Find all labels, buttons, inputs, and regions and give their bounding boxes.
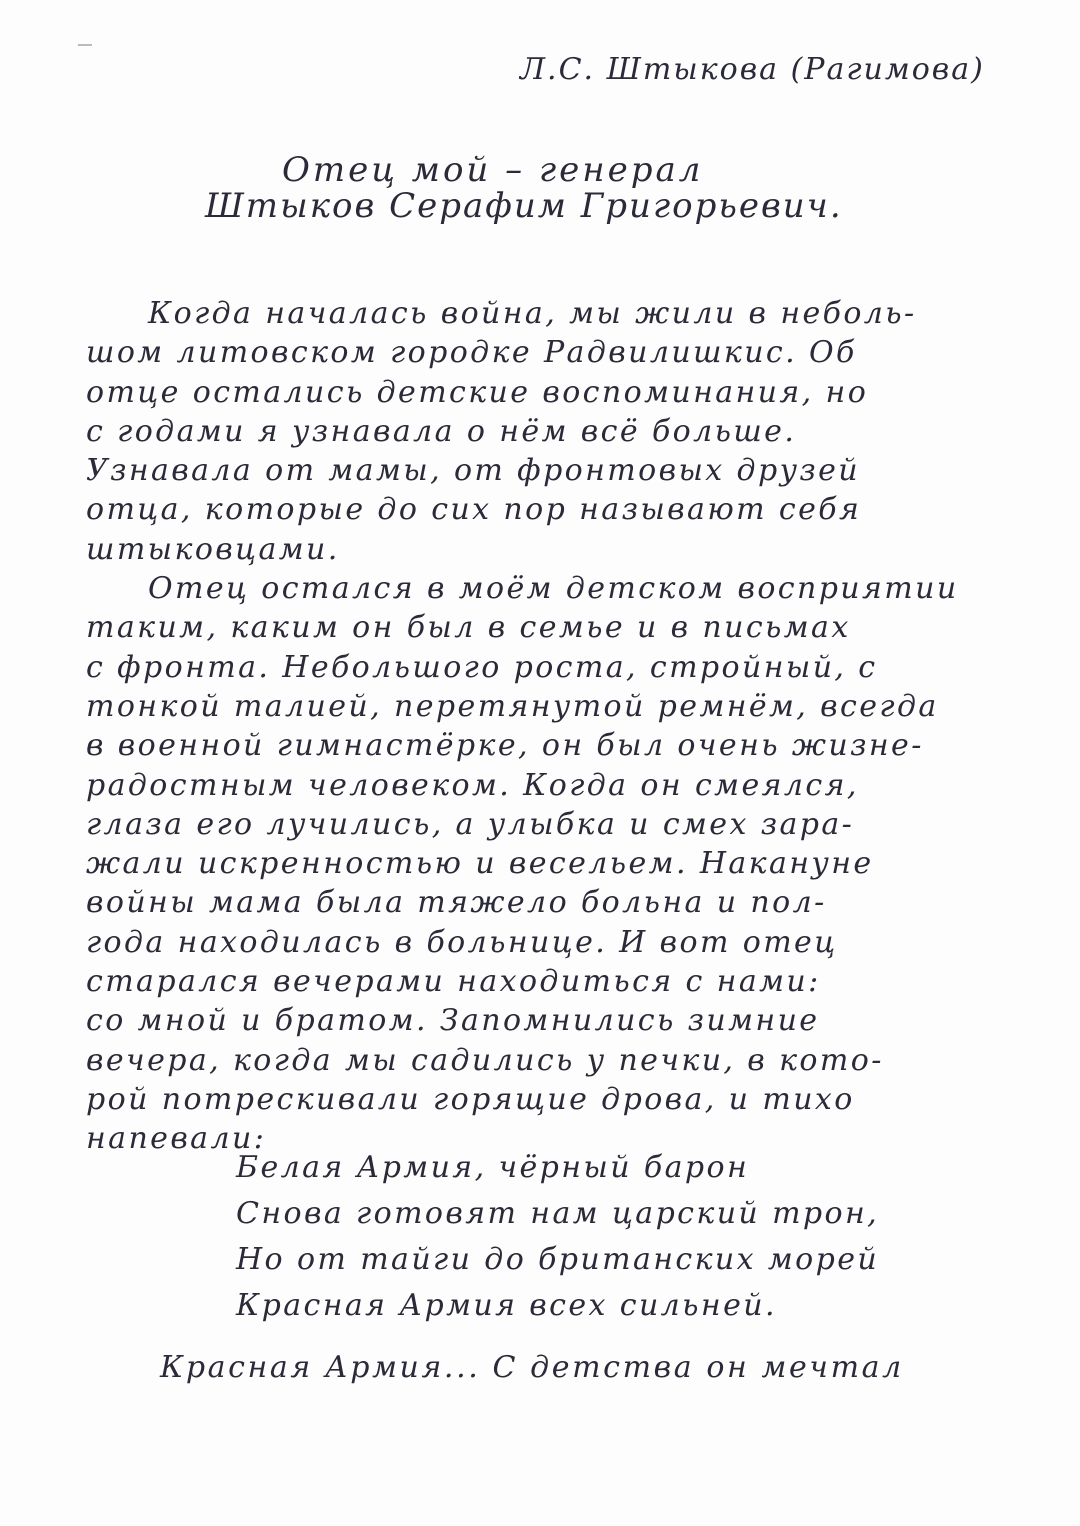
title-line-2: Штыков Серафим Григорьевич. bbox=[205, 186, 843, 226]
text-line: радостным человеком. Когда он смеялся, bbox=[86, 767, 859, 803]
verse-line: Белая Армия, чёрный барон bbox=[236, 1150, 750, 1185]
text-line: Отец остался в моём детском восприятии bbox=[148, 571, 959, 607]
title-line-1: Отец мой – генерал bbox=[282, 150, 704, 190]
text-line: тонкой талией, перетянутой ремнём, всегда bbox=[86, 688, 939, 724]
text-line: жали искренностью и весельем. Накануне bbox=[86, 846, 874, 882]
text-line: таким, каким он был в семье и в письмах bbox=[86, 610, 851, 646]
text-line: шом литовском городке Радвилишкис. Об bbox=[86, 335, 857, 371]
text-line: отца, которые до сих пор называют себя bbox=[86, 492, 862, 528]
text-line: глаза его лучились, а улыбка и смех зара- bbox=[86, 806, 855, 842]
text-line: с годами я узнавала о нём всё больше. bbox=[86, 413, 797, 449]
text-line: вечера, когда мы садились у печки, в кото- bbox=[86, 1042, 884, 1078]
text-line: старался вечерами находиться с нами: bbox=[86, 964, 821, 1000]
text-line: в военной гимнастёрке, он был очень жизне- bbox=[86, 728, 924, 764]
verse-line: Но от тайги до британских морей bbox=[236, 1242, 880, 1277]
text-line: рой потрескивали горящие дрова, и тихо bbox=[86, 1081, 855, 1117]
verse-line: Красная Армия всех сильней. bbox=[236, 1288, 777, 1323]
verse-line: Снова готовят нам царский трон, bbox=[236, 1196, 880, 1231]
text-line: с фронта. Небольшого роста, стройный, с bbox=[86, 649, 878, 685]
text-line: со мной и братом. Запомнились зимние bbox=[86, 1003, 820, 1039]
text-line: Когда началась война, мы жили в неболь- bbox=[148, 296, 917, 331]
scan-mark bbox=[78, 44, 92, 46]
song-verse bbox=[236, 1150, 879, 1334]
text-line: года находилась в больнице. И вот отец bbox=[86, 924, 838, 960]
last-line: Красная Армия... С детства он мечтал bbox=[160, 1350, 904, 1385]
text-line: штыковцами. bbox=[86, 531, 340, 567]
text-line: войны мама была тяжело больна и пол- bbox=[86, 885, 827, 921]
text-line: Узнавала от мамы, от фронтовых друзей bbox=[86, 453, 861, 489]
text-line: напевали: bbox=[86, 1121, 267, 1157]
text-line: отце остались детские воспоминания, но bbox=[86, 374, 869, 410]
author-signature: Л.С. Штыкова (Рагимова) bbox=[520, 52, 985, 87]
body-text bbox=[86, 296, 1026, 1161]
